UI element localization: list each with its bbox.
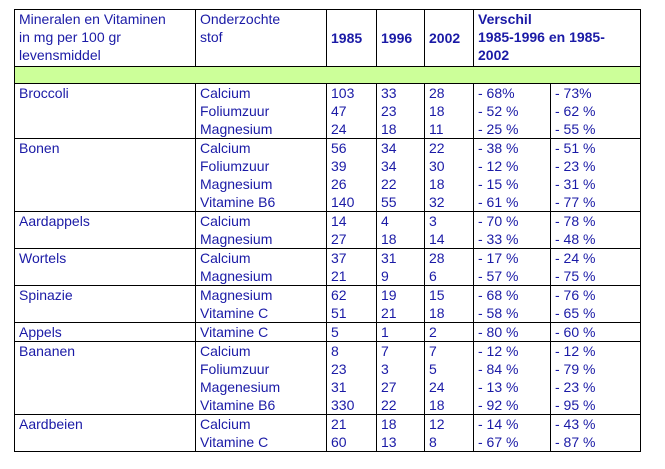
header-1996: 1996 xyxy=(377,10,425,67)
cell-line: 5 xyxy=(331,324,339,340)
cell-line: 60 xyxy=(331,434,347,450)
header-difference-line: Verschil xyxy=(478,11,532,27)
diff-1996-cell xyxy=(474,286,551,323)
product-cell: Aardappels xyxy=(15,212,196,249)
cell-line: Foliumzuur xyxy=(200,103,270,119)
cell-line: - 14 % xyxy=(478,416,519,432)
cell-line: - 65 % xyxy=(555,305,596,321)
value-1985-cell xyxy=(327,139,377,212)
cell-line: 11 xyxy=(429,121,444,137)
cell-line: 62 xyxy=(331,287,347,303)
cell-line: - 73% xyxy=(555,85,592,101)
cell-line: Magnesium xyxy=(200,176,273,192)
product-cell: Bonen xyxy=(15,139,196,212)
value-1985-cell xyxy=(327,342,377,415)
cell-line: Foliumzuur xyxy=(200,158,270,174)
value-1985-cell xyxy=(327,286,377,323)
header-substance xyxy=(196,10,327,67)
value-1985-cell xyxy=(327,212,377,249)
header-product-line: Mineralen en Vitaminen xyxy=(19,11,166,27)
cell-line: 21 xyxy=(331,416,347,432)
cell-line: 34 xyxy=(381,140,397,156)
table-row xyxy=(15,139,641,212)
cell-line: 31 xyxy=(331,379,347,395)
cell-line: 24 xyxy=(331,121,347,137)
diff-1996-cell xyxy=(474,323,551,342)
value-2002-cell xyxy=(425,249,474,286)
cell-line: - 13 % xyxy=(478,379,519,395)
cell-line: 2 xyxy=(429,324,437,340)
value-2002-cell xyxy=(425,84,474,139)
cell-line: - 24 % xyxy=(555,250,596,266)
cell-line: Vitamine C xyxy=(200,434,269,450)
diff-1996-cell xyxy=(474,415,551,452)
cell-line: 8 xyxy=(331,343,339,359)
table-row xyxy=(15,342,641,415)
product-cell: Wortels xyxy=(15,249,196,286)
substance-cell xyxy=(196,342,327,415)
cell-line: - 76 % xyxy=(555,287,596,303)
value-2002-cell xyxy=(425,286,474,323)
cell-line: 14 xyxy=(429,231,445,247)
diff-1996-cell xyxy=(474,84,551,139)
cell-line: 27 xyxy=(331,231,347,247)
cell-line: 18 xyxy=(429,397,445,413)
cell-line: Vitamine C xyxy=(200,305,269,321)
cell-line: - 48 % xyxy=(555,231,596,247)
cell-line: - 87 % xyxy=(555,434,596,450)
cell-line: - 84 % xyxy=(478,361,519,377)
value-1996-cell xyxy=(377,212,425,249)
cell-line: 14 xyxy=(331,213,347,229)
product-cell: Bananen xyxy=(15,342,196,415)
cell-line: - 77 % xyxy=(555,194,596,210)
table-row xyxy=(15,415,641,452)
cell-line: 56 xyxy=(331,140,347,156)
cell-line: 51 xyxy=(331,305,347,321)
cell-line: Magenesium xyxy=(200,379,281,395)
cell-line: Magnesium xyxy=(200,121,273,137)
cell-line: 22 xyxy=(381,176,397,192)
cell-line: 23 xyxy=(381,103,397,119)
cell-line: - 31 % xyxy=(555,176,596,192)
cell-line: 103 xyxy=(331,85,355,101)
table-row xyxy=(15,286,641,323)
cell-line: Magnesium xyxy=(200,287,273,303)
cell-line: 18 xyxy=(381,121,397,137)
cell-line: - 23 % xyxy=(555,379,596,395)
table-row xyxy=(15,323,641,342)
value-2002-cell xyxy=(425,323,474,342)
cell-line: Calcium xyxy=(200,85,251,101)
cell-line: Magnesium xyxy=(200,268,273,284)
green-separator xyxy=(15,67,641,84)
value-2002-cell xyxy=(425,212,474,249)
cell-line: 7 xyxy=(429,343,437,359)
cell-line: 28 xyxy=(429,85,445,101)
cell-line: 47 xyxy=(331,103,347,119)
cell-line: 15 xyxy=(429,287,445,303)
cell-line: - 95 % xyxy=(555,397,596,413)
header-difference-line: 1985-1996 en 1985- xyxy=(478,29,605,45)
cell-line: - 60 % xyxy=(555,324,596,340)
table-row xyxy=(15,249,641,286)
cell-line: - 57 % xyxy=(478,268,519,284)
cell-line: 3 xyxy=(429,213,437,229)
cell-line: - 25 % xyxy=(478,121,519,137)
value-1985-cell xyxy=(327,415,377,452)
value-1996-cell xyxy=(377,342,425,415)
cell-line: - 79 % xyxy=(555,361,596,377)
cell-line: 9 xyxy=(381,268,389,284)
cell-line: Calcium xyxy=(200,213,251,229)
cell-line: - 33 % xyxy=(478,231,519,247)
cell-line: 27 xyxy=(381,379,397,395)
value-1985-cell xyxy=(327,249,377,286)
cell-line: - 15 % xyxy=(478,176,519,192)
cell-line: Vitamine B6 xyxy=(200,194,276,210)
header-product-line: in mg per 100 gr xyxy=(19,29,121,45)
value-1996-cell xyxy=(377,286,425,323)
cell-line: 140 xyxy=(331,194,355,210)
diff-1996-cell xyxy=(474,139,551,212)
cell-line: - 78 % xyxy=(555,213,596,229)
cell-line: 24 xyxy=(429,379,445,395)
cell-line: 18 xyxy=(429,103,445,119)
cell-line: 21 xyxy=(331,268,347,284)
cell-line: - 51 % xyxy=(555,140,596,156)
substance-cell xyxy=(196,286,327,323)
cell-line: - 92 % xyxy=(478,397,519,413)
cell-line: 21 xyxy=(381,305,397,321)
substance-cell xyxy=(196,249,327,286)
cell-line: 22 xyxy=(381,397,397,413)
cell-line: 18 xyxy=(381,231,397,247)
value-1996-cell xyxy=(377,84,425,139)
table-row xyxy=(15,84,641,139)
header-substance-line: stof xyxy=(200,29,223,45)
cell-line: 34 xyxy=(381,158,397,174)
cell-line: 39 xyxy=(331,158,347,174)
header-product xyxy=(15,10,196,67)
cell-line: - 61 % xyxy=(478,194,519,210)
substance-cell xyxy=(196,415,327,452)
cell-line: Foliumzuur xyxy=(200,361,270,377)
cell-line: - 38 % xyxy=(478,140,519,156)
header-2002: 2002 xyxy=(425,10,474,67)
cell-line: - 12 % xyxy=(478,158,519,174)
value-1996-cell xyxy=(377,139,425,212)
value-2002-cell xyxy=(425,342,474,415)
cell-line: 7 xyxy=(381,343,389,359)
cell-line: - 68% xyxy=(478,85,515,101)
cell-line: - 70 % xyxy=(478,213,519,229)
value-2002-cell xyxy=(425,139,474,212)
value-1996-cell xyxy=(377,415,425,452)
cell-line: 22 xyxy=(429,140,445,156)
product-cell: Aardbeien xyxy=(15,415,196,452)
header-1985: 1985 xyxy=(327,10,377,67)
cell-line: 8 xyxy=(429,434,437,450)
diff-2002-cell xyxy=(551,139,641,212)
substance-cell xyxy=(196,139,327,212)
diff-2002-cell xyxy=(551,342,641,415)
product-cell: Appels xyxy=(15,323,196,342)
cell-line: 18 xyxy=(429,305,445,321)
cell-line: 13 xyxy=(381,434,397,450)
cell-line: 18 xyxy=(381,416,397,432)
cell-line: 1 xyxy=(381,324,389,340)
value-1996-cell xyxy=(377,249,425,286)
cell-line: 5 xyxy=(429,361,437,377)
cell-line: Vitamine C xyxy=(200,324,269,340)
product-cell: Broccoli xyxy=(15,84,196,139)
diff-1996-cell xyxy=(474,249,551,286)
cell-line: 37 xyxy=(331,250,347,266)
cell-line: 3 xyxy=(381,361,389,377)
header-difference xyxy=(474,10,641,67)
cell-line: 31 xyxy=(381,250,397,266)
cell-line: 18 xyxy=(429,176,445,192)
cell-line: 55 xyxy=(381,194,397,210)
cell-line: - 12 % xyxy=(478,343,519,359)
table-row xyxy=(15,212,641,249)
green-separator-row xyxy=(15,67,641,84)
header-product-line: levensmiddel xyxy=(19,47,101,63)
diff-2002-cell xyxy=(551,286,641,323)
cell-line: - 23 % xyxy=(555,158,596,174)
value-1996-cell xyxy=(377,323,425,342)
nutrient-table xyxy=(14,9,641,452)
product-cell: Spinazie xyxy=(15,286,196,323)
cell-line: - 80 % xyxy=(478,324,519,340)
cell-line: 23 xyxy=(331,361,347,377)
value-1985-cell xyxy=(327,323,377,342)
cell-line: 30 xyxy=(429,158,445,174)
cell-line: Calcium xyxy=(200,140,251,156)
diff-2002-cell xyxy=(551,415,641,452)
cell-line: 330 xyxy=(331,397,355,413)
diff-2002-cell xyxy=(551,249,641,286)
cell-line: - 12 % xyxy=(555,343,596,359)
cell-line: 32 xyxy=(429,194,445,210)
cell-line: - 52 % xyxy=(478,103,519,119)
diff-2002-cell xyxy=(551,323,641,342)
substance-cell xyxy=(196,323,327,342)
cell-line: 12 xyxy=(429,416,445,432)
cell-line: 28 xyxy=(429,250,445,266)
header-substance-line: Onderzochte xyxy=(200,11,281,27)
cell-line: - 55 % xyxy=(555,121,596,137)
header-row xyxy=(15,10,641,67)
cell-line: 26 xyxy=(331,176,347,192)
cell-line: 19 xyxy=(381,287,397,303)
cell-line: - 62 % xyxy=(555,103,596,119)
value-2002-cell xyxy=(425,415,474,452)
substance-cell xyxy=(196,212,327,249)
diff-1996-cell xyxy=(474,212,551,249)
diff-2002-cell xyxy=(551,84,641,139)
cell-line: - 68 % xyxy=(478,287,519,303)
cell-line: - 75 % xyxy=(555,268,596,284)
cell-line: - 43 % xyxy=(555,416,596,432)
cell-line: - 67 % xyxy=(478,434,519,450)
cell-line: 4 xyxy=(381,213,389,229)
cell-line: Calcium xyxy=(200,343,251,359)
cell-line: 33 xyxy=(381,85,397,101)
cell-line: - 17 % xyxy=(478,250,519,266)
cell-line: Calcium xyxy=(200,250,251,266)
cell-line: Vitamine B6 xyxy=(200,397,276,413)
cell-line: 6 xyxy=(429,268,437,284)
diff-2002-cell xyxy=(551,212,641,249)
cell-line: - 58 % xyxy=(478,305,519,321)
substance-cell xyxy=(196,84,327,139)
cell-line: Magnesium xyxy=(200,231,273,247)
header-difference-line: 2002 xyxy=(478,47,510,63)
cell-line: Calcium xyxy=(200,416,251,432)
value-1985-cell xyxy=(327,84,377,139)
diff-1996-cell xyxy=(474,342,551,415)
